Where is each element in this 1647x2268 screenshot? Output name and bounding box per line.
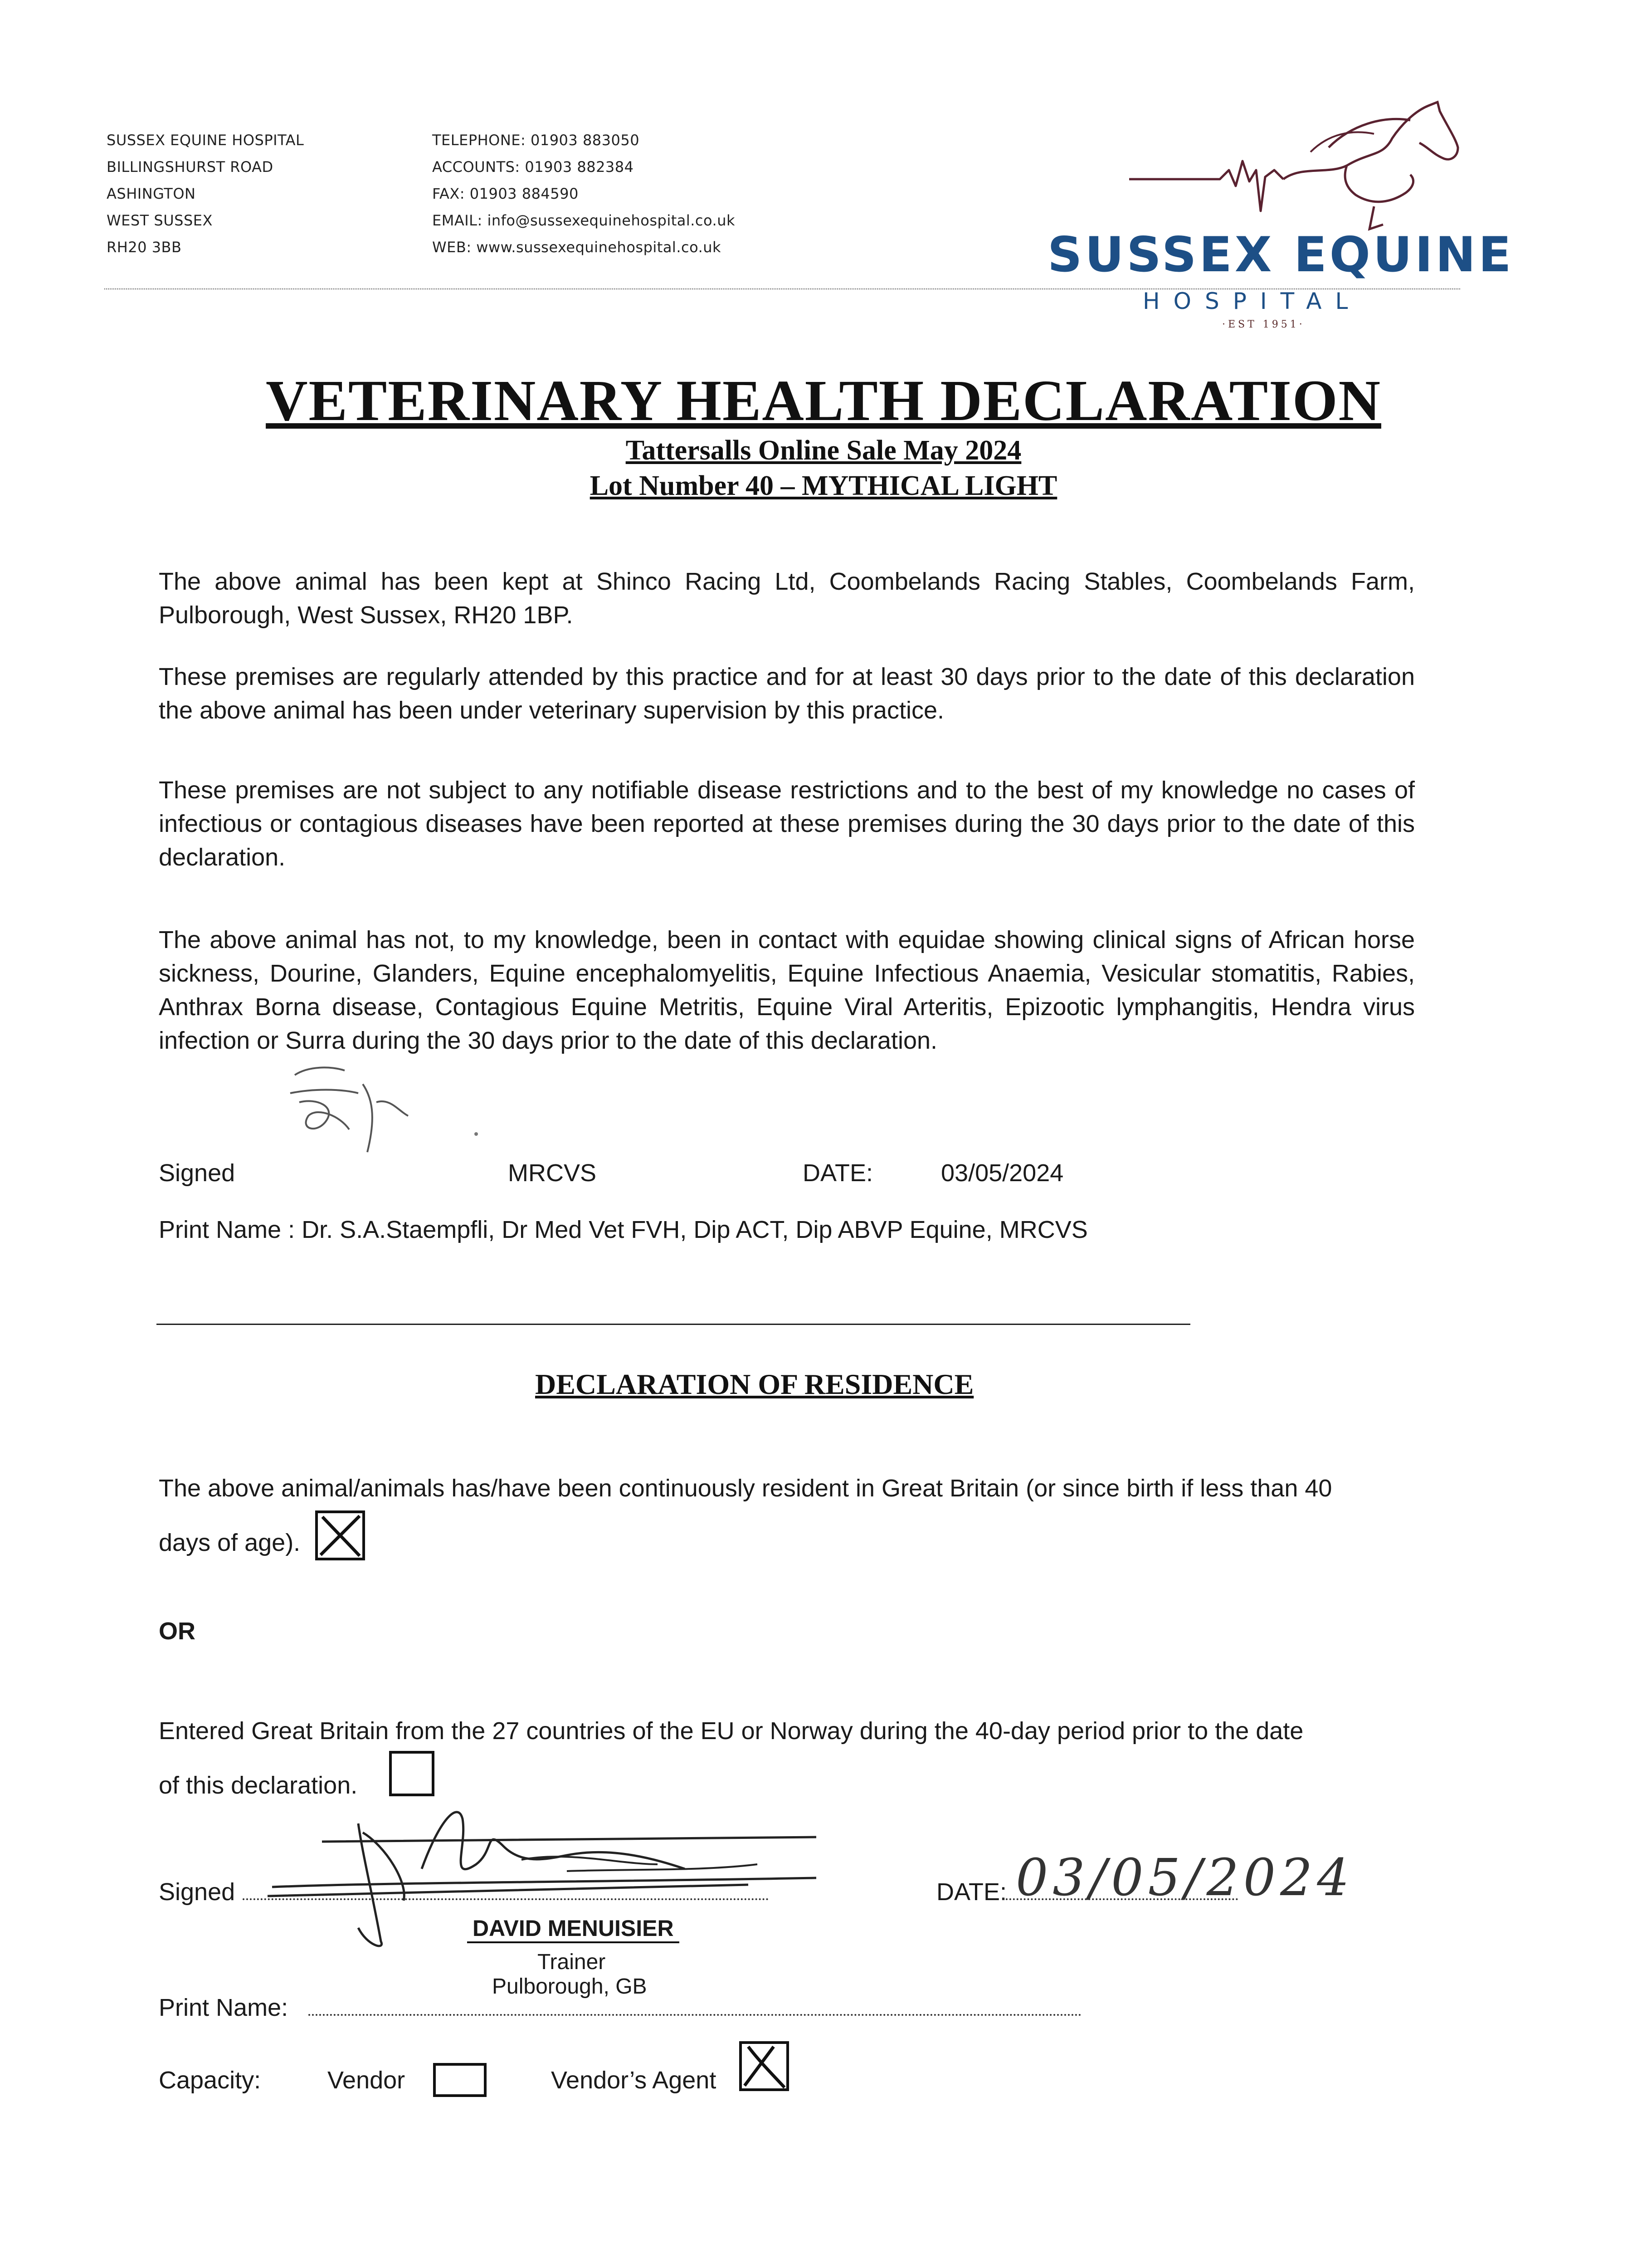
header-divider (104, 288, 1460, 289)
date-label: DATE: (803, 1159, 873, 1187)
address-line: WEST SUSSEX (107, 212, 213, 229)
checkbox-cross-icon (742, 2044, 786, 2088)
vet-signature (281, 1057, 499, 1193)
signed-label: Signed (159, 1159, 235, 1187)
capacity-label: Capacity: (159, 2067, 261, 2094)
mrcvs-label: MRCVS (508, 1159, 597, 1187)
contact-line: FAX: 01903 884590 (432, 185, 579, 202)
address-line: RH20 3BB (107, 239, 182, 256)
trainer-signed-label: Signed (159, 1878, 235, 1906)
print-name-line (308, 2014, 1082, 2016)
logo-name: SUSSEX EQUINE (1048, 227, 1514, 283)
residence-option1-text: The above animal/animals has/have been continuously resident in Great Britain (or since birth if less than 40 (159, 1475, 1332, 1502)
vendor-agent-checkbox[interactable] (739, 2041, 789, 2091)
residence-option1-text: days of age). (159, 1529, 301, 1556)
declaration-paragraph: These premises are not subject to any notifiable disease restrictions and to the best of my knowledge no cases of infectious or contagious diseases have been reported at these premises during the 30 days prior to the date of this declaration. (159, 777, 1415, 871)
address-line: SUSSEX EQUINE HOSPITAL (107, 132, 304, 149)
vendor-label: Vendor (327, 2067, 405, 2094)
vendor-checkbox[interactable] (433, 2063, 487, 2097)
contact-line: WEB: www.sussexequinehospital.co.uk (432, 239, 721, 256)
trainer-print-name-label: Print Name: (159, 1994, 288, 2021)
declaration-paragraph: The above animal has been kept at Shinco Racing Ltd, Coombelands Racing Stables, Coombelands Farm, Pulborough, West Sussex, RH20 1BP. (159, 568, 1415, 629)
sale-name: Tattersalls Online Sale May 2024 (625, 435, 1022, 466)
declaration-date: 03/05/2024 (941, 1159, 1064, 1187)
logo-established: ·EST 1951· (1222, 319, 1305, 330)
residence-option2-text: Entered Great Britain from the 27 countries of the EU or Norway during the 40-day period prior to the date (159, 1717, 1304, 1745)
page-title: VETERINARY HEALTH DECLARATION (266, 368, 1381, 433)
option1-checkbox[interactable] (315, 1510, 365, 1560)
hospital-address (107, 127, 304, 261)
horse-logo-icon (1057, 98, 1465, 234)
address-line: BILLINGSHURST ROAD (107, 158, 273, 176)
lot-number: Lot Number 40 – MYTHICAL LIGHT (590, 470, 1057, 501)
checkbox-cross-icon (318, 1513, 362, 1558)
trainer-date-label: DATE: (936, 1878, 1007, 1906)
contact-line: EMAIL: info@sussexequinehospital.co.uk (432, 212, 736, 229)
contact-line: ACCOUNTS: 01903 882384 (432, 158, 634, 176)
vet-print-name: Print Name : Dr. S.A.Staempfli, Dr Med Vet FVH, Dip ACT, Dip ABVP Equine, MRCVS (159, 1216, 1088, 1243)
contact-line: TELEPHONE: 01903 883050 (432, 132, 640, 149)
section-divider (156, 1324, 1190, 1325)
residence-option2-text: of this declaration. (159, 1772, 358, 1799)
declaration-paragraph: The above animal has not, to my knowledge, been in contact with equidae showing clinical signs of African horse sickness, Dourine, Glanders, Equine encephalomyelitis, Equine Infectious Anaemia, Vesicular stomatitis, Rabies, Anthrax Borna disease, Contagious Equine Metritis, Equine Viral Arteritis, Epizootic lymphangitis, Hendra virus infection or Surra during the 30 days prior to the date of this declaration. (159, 926, 1415, 1054)
option2-checkbox[interactable] (389, 1751, 434, 1796)
residence-title: DECLARATION OF RESIDENCE (535, 1368, 974, 1400)
logo-subtitle: HOSPITAL (1143, 288, 1362, 314)
stamp-place: Pulborough, GB (492, 1975, 647, 1999)
hospital-contact (432, 127, 735, 261)
handwritten-date: 03/05/2024 (1016, 1848, 1354, 1907)
vendor-agent-label: Vendor’s Agent (551, 2067, 716, 2094)
declaration-paragraph: These premises are regularly attended by this practice and for at least 30 days prior to the date of this declaration the above animal has been under veterinary supervision by this practice. (159, 663, 1415, 724)
stamp-role: Trainer (537, 1950, 606, 1974)
address-line: ASHINGTON (107, 185, 196, 202)
stamp-name: DAVID MENUISIER (467, 1915, 679, 1943)
or-label: OR (159, 1618, 195, 1645)
